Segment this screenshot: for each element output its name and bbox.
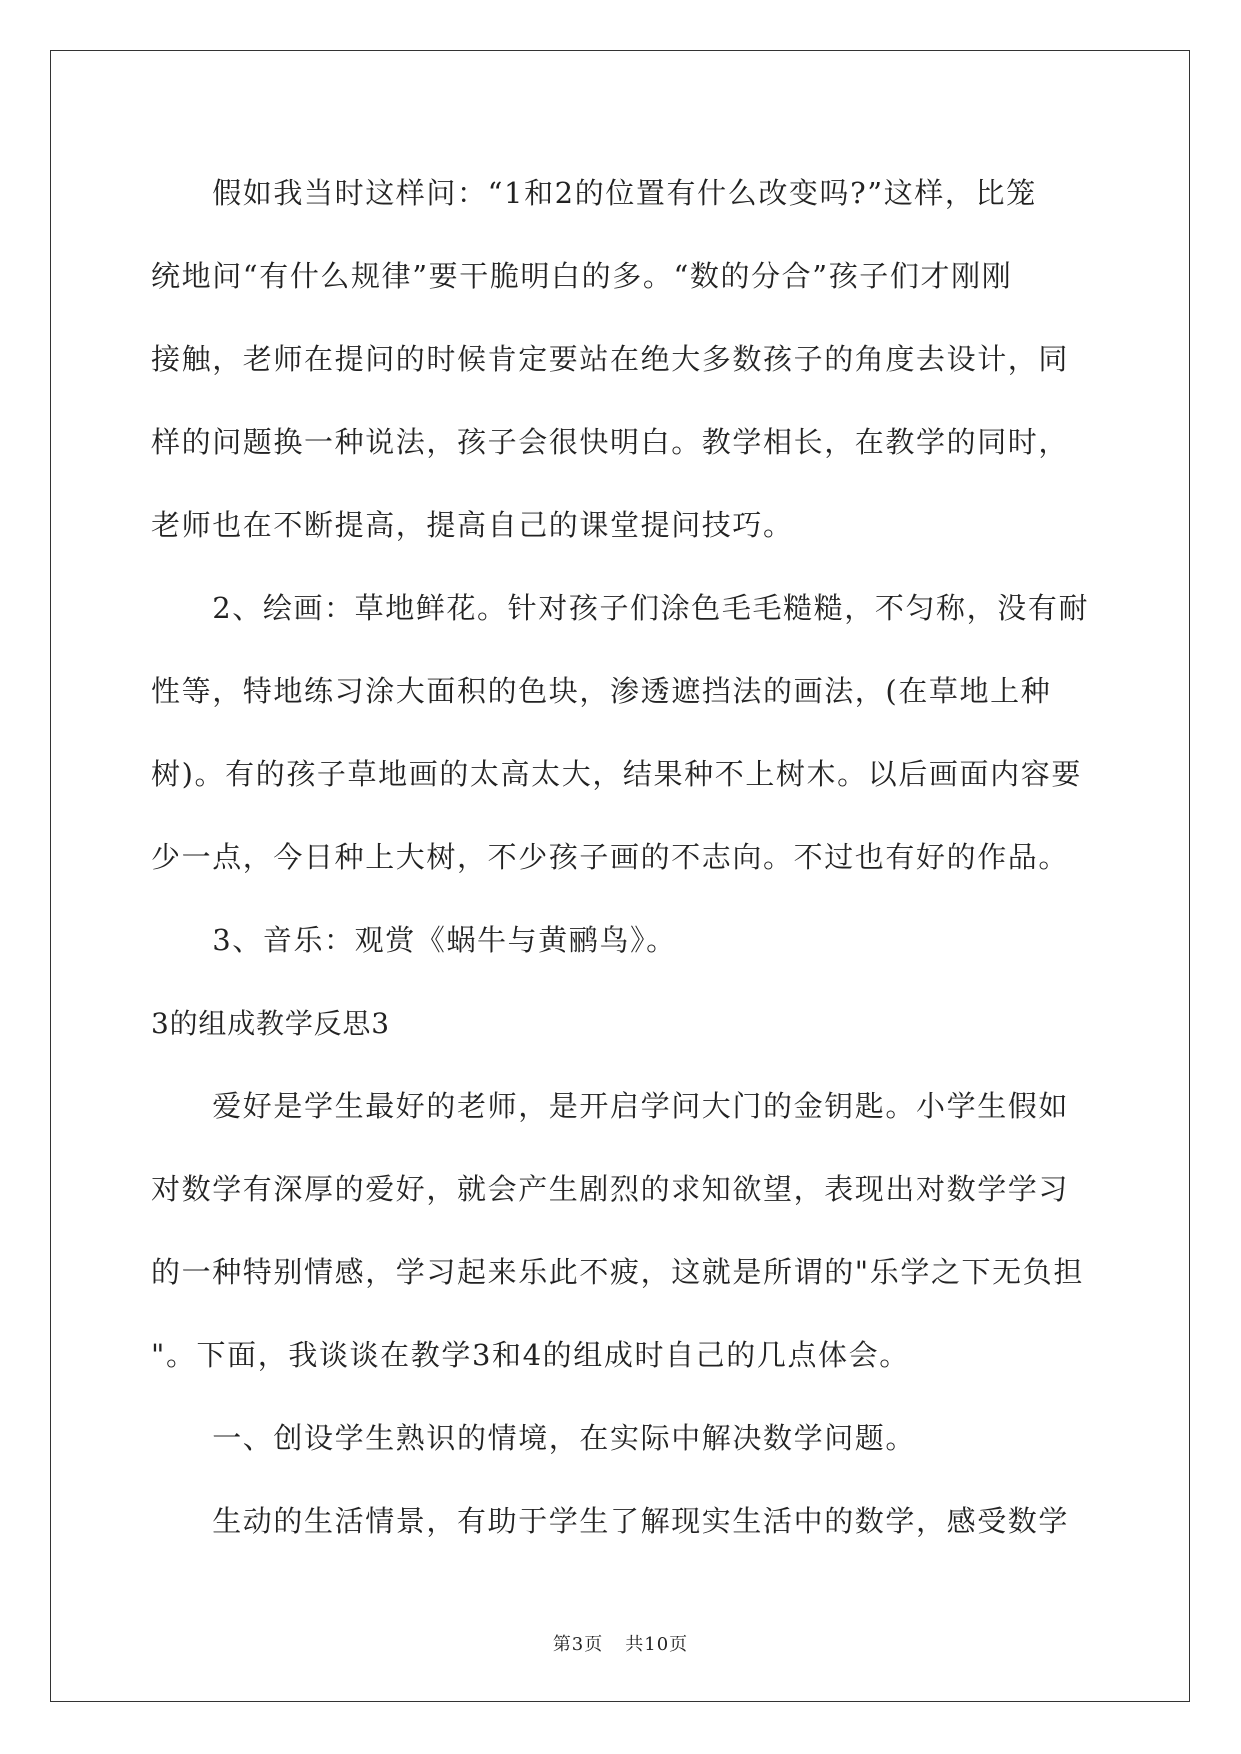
paragraph-line: 2、绘画：草地鲜花。针对孩子们涂色毛毛糙糙，不匀称，没有耐	[151, 591, 1090, 625]
paragraph-line: 样的问题换一种说法，孩子会很快明白。教学相长，在教学的同时，	[151, 425, 1070, 459]
section-heading: 3的组成教学反思3	[151, 1007, 390, 1040]
page-total: 共10页	[625, 1634, 689, 1655]
page-footer	[0, 1630, 1241, 1656]
paragraph-line: 树)。有的孩子草地画的太高太大，结果种不上树木。以后画面内容要	[151, 757, 1082, 791]
paragraph-line: 爱好是学生最好的老师，是开启学问大门的金钥匙。小学生假如	[151, 1089, 1070, 1123]
paragraph-line: "。下面，我谈谈在教学3和4的组成时自己的几点体会。	[151, 1338, 910, 1372]
paragraph-line: 3、音乐：观赏《蜗牛与黄鹂鸟》。	[151, 923, 677, 957]
page-number: 第3页	[552, 1634, 604, 1655]
paragraph-line: 生动的生活情景，有助于学生了解现实生活中的数学，感受数学	[151, 1504, 1070, 1538]
paragraph-line: 对数学有深厚的爱好，就会产生剧烈的求知欲望，表现出对数学学习	[151, 1172, 1070, 1206]
paragraph-line: 一、创设学生熟识的情境，在实际中解决数学问题。	[151, 1421, 917, 1455]
paragraph-line: 少一点，今日种上大树，不少孩子画的不志向。不过也有好的作品。	[151, 840, 1070, 874]
paragraph-line: 性等，特地练习涂大面积的色块，渗透遮挡法的画法，(在草地上种	[151, 674, 1052, 708]
paragraph-line: 假如我当时这样问：“1和2的位置有什么改变吗?”这样，比笼	[151, 176, 1037, 210]
paragraph-line: 的一种特别情感，学习起来乐此不疲，这就是所谓的"乐学之下无负担	[151, 1255, 1084, 1289]
document-body	[151, 152, 1091, 1563]
paragraph-line: 统地问“有什么规律”要干脆明白的多。“数的分合”孩子们才刚刚	[151, 259, 1013, 293]
paragraph-line: 接触，老师在提问的时候肯定要站在绝大多数孩子的角度去设计，同	[151, 342, 1070, 376]
paragraph-line: 老师也在不断提高，提高自己的课堂提问技巧。	[151, 508, 794, 542]
